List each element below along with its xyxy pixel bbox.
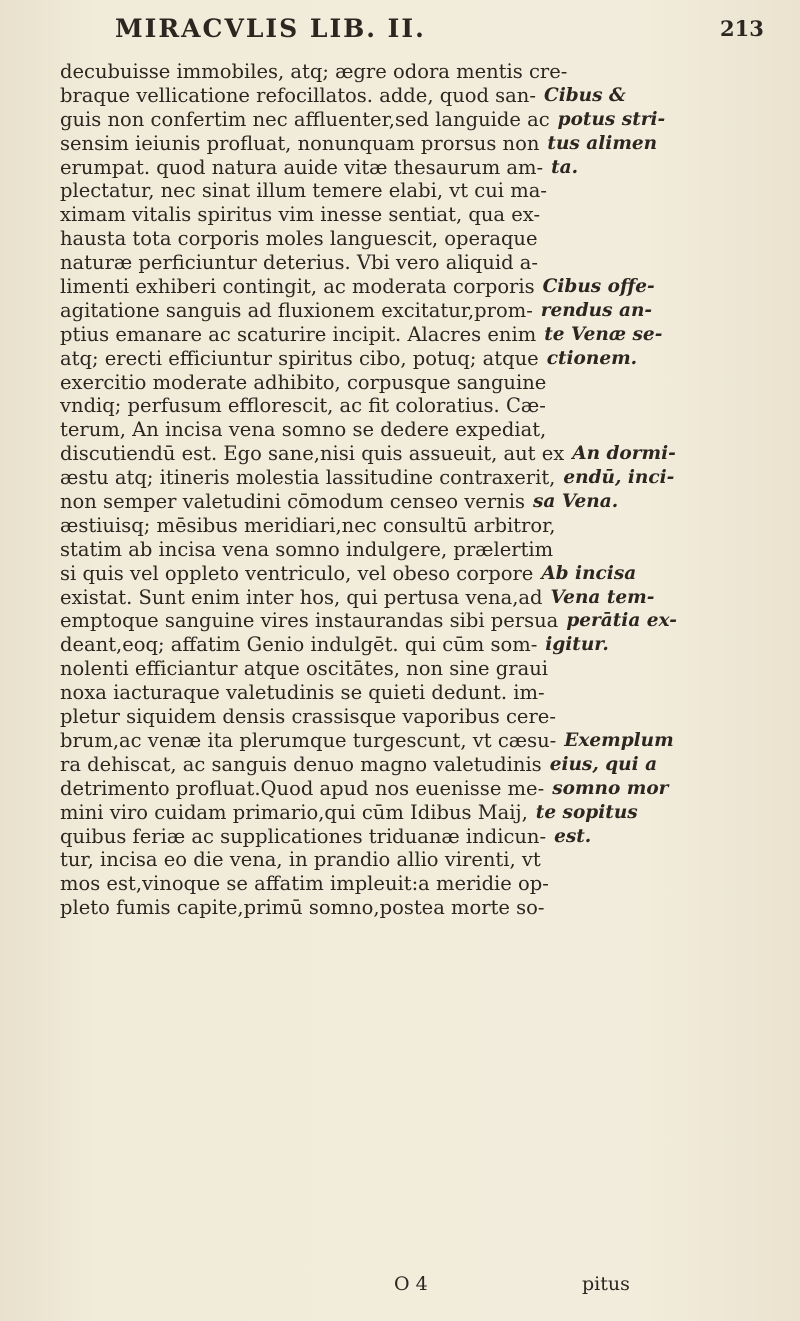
margin-note: ctionem. xyxy=(546,347,638,369)
page-header xyxy=(0,14,800,54)
text-line xyxy=(60,896,770,920)
text-line xyxy=(60,705,770,729)
margin-note: Ab incisa xyxy=(541,562,637,584)
page-footer xyxy=(0,1273,800,1303)
text-line xyxy=(60,825,770,849)
text-line xyxy=(60,801,770,825)
line-text: quibus feriæ ac supplicationes triduanæ indicun- xyxy=(60,824,547,848)
line-text: erumpat. quod natura auide vitæ thesaurum am- xyxy=(60,155,544,179)
margin-note: An dormi- xyxy=(572,443,676,465)
line-text: vndiq; perfusum efflorescit, ac fit coloratius. Cæ- xyxy=(60,394,546,418)
margin-note: perātia ex- xyxy=(566,610,677,632)
text-line xyxy=(60,108,770,132)
page-number: 213 xyxy=(720,16,764,41)
text-line xyxy=(60,514,770,538)
text-line xyxy=(60,562,770,586)
line-text: pletur siquidem densis crassisque vaporibus cere- xyxy=(60,705,556,729)
line-text: nolenti efficiantur atque oscitātes, non sine graui xyxy=(60,657,549,681)
text-line xyxy=(60,681,770,705)
line-text: naturæ perficiuntur deterius. Vbi vero aliquid a- xyxy=(60,251,538,275)
margin-note: est. xyxy=(554,825,592,847)
text-line xyxy=(60,251,770,275)
text-line xyxy=(60,729,770,753)
line-text: detrimento profluat.Quod apud nos euenisse me- xyxy=(60,776,545,800)
body-text xyxy=(60,60,770,920)
text-line xyxy=(60,633,770,657)
line-text: statim ab incisa vena somno indulgere, prælertim xyxy=(60,537,554,561)
margin-note: te sopitus xyxy=(535,801,638,823)
text-line xyxy=(60,538,770,562)
text-line xyxy=(60,299,770,323)
text-line xyxy=(60,394,770,418)
margin-note: tus alimen xyxy=(547,132,658,154)
text-line xyxy=(60,442,770,466)
catchword: pitus xyxy=(582,1273,630,1295)
margin-note: potus stri- xyxy=(557,108,666,130)
line-text: discutiendū est. Ego sane,nisi quis assueuit, aut ex xyxy=(60,442,565,466)
line-text: tur, incisa eo die vena, in prandio allio virenti, vt xyxy=(60,848,541,872)
line-text: hausta tota corporis moles languescit, operaque xyxy=(60,227,538,251)
text-line xyxy=(60,466,770,490)
line-text: agitatione sanguis ad fluxionem excitatur,prom- xyxy=(60,298,533,322)
text-line xyxy=(60,156,770,180)
text-line xyxy=(60,609,770,633)
margin-note: sa Vena. xyxy=(532,491,619,513)
text-line xyxy=(60,872,770,896)
text-line xyxy=(60,777,770,801)
line-text: atq; erecti efficiuntur spiritus cibo, potuq; atque xyxy=(60,346,539,370)
text-line xyxy=(60,848,770,872)
line-text: pleto fumis capite,primū somno,postea morte so- xyxy=(60,896,545,920)
line-text: braque vellicatione refocillatos. adde, quod san- xyxy=(60,83,536,107)
line-text: ra dehiscat, ac sanguis denuo magno valetudinis xyxy=(60,752,542,776)
text-line xyxy=(60,179,770,203)
text-line xyxy=(60,203,770,227)
line-text: emptoque sanguine vires instaurandas sibi persua xyxy=(60,609,559,633)
text-line xyxy=(60,490,770,514)
margin-note: somno mor xyxy=(552,777,669,799)
line-text: æstiuisq; mēsibus meridiari,nec consultū arbitror, xyxy=(60,513,556,537)
text-line xyxy=(60,657,770,681)
margin-note: Cibus offe- xyxy=(542,276,655,298)
line-text: ximam vitalis spiritus vim inesse sentiat, qua ex- xyxy=(60,203,541,227)
margin-note: te Venæ se- xyxy=(544,323,663,345)
line-text: terum, An incisa vena somno se dedere expediat, xyxy=(60,418,547,442)
line-text: ptius emanare ac scaturire incipit. Alacres enim xyxy=(60,322,537,346)
margin-note: Cibus & xyxy=(543,84,626,106)
margin-note: Exemplum xyxy=(564,729,674,751)
line-text: existat. Sunt enim inter hos, qui pertusa vena,ad xyxy=(60,585,543,609)
line-text: guis non confertim nec affluenter,sed languide ac xyxy=(60,107,550,131)
text-line xyxy=(60,347,770,371)
text-line xyxy=(60,227,770,251)
text-line xyxy=(60,84,770,108)
line-text: plectatur, nec sinat illum temere elabi, vt cui ma- xyxy=(60,179,547,203)
margin-note: igitur. xyxy=(545,634,609,656)
signature-mark: O 4 xyxy=(394,1273,428,1295)
line-text: limenti exhiberi contingit, ac moderata corporis xyxy=(60,275,535,299)
text-line xyxy=(60,275,770,299)
line-text: mos est,vinoque se affatim impleuit:a meridie op- xyxy=(60,872,549,896)
line-text: deant,eoq; affatim Genio indulgēt. qui cūm som- xyxy=(60,633,538,657)
text-line xyxy=(60,371,770,395)
line-text: decubuisse immobiles, atq; ægre odora mentis cre- xyxy=(60,60,568,83)
text-line xyxy=(60,753,770,777)
line-text: mini viro cuidam primario,qui cūm Idibus Maij, xyxy=(60,800,528,824)
text-line xyxy=(60,586,770,610)
line-text: æstu atq; itineris molestia lassitudine contraxerit, xyxy=(60,466,556,490)
text-line xyxy=(60,132,770,156)
margin-note: endū, inci- xyxy=(563,467,675,489)
line-text: sensim ieiunis profluat, nonunquam prorsus non xyxy=(60,131,540,155)
text-line xyxy=(60,60,770,84)
margin-note: eius, qui a xyxy=(549,753,658,775)
margin-note: ta. xyxy=(551,156,579,178)
line-text: exercitio moderate adhibito, corpusque sanguine xyxy=(60,370,547,394)
text-line xyxy=(60,323,770,347)
running-title: MIRACVLIS LIB. II. xyxy=(115,14,426,43)
margin-note: rendus an- xyxy=(540,299,653,321)
line-text: brum,ac venæ ita plerumque turgescunt, vt cæsu- xyxy=(60,728,557,752)
text-line xyxy=(60,418,770,442)
line-text: si quis vel oppleto ventriculo, vel obeso corpore xyxy=(60,561,534,585)
margin-note: Vena tem- xyxy=(550,586,655,608)
line-text: noxa iacturaque valetudinis se quieti dedunt. im- xyxy=(60,681,545,705)
line-text: non semper valetudini cōmodum censeo vernis xyxy=(60,490,525,514)
